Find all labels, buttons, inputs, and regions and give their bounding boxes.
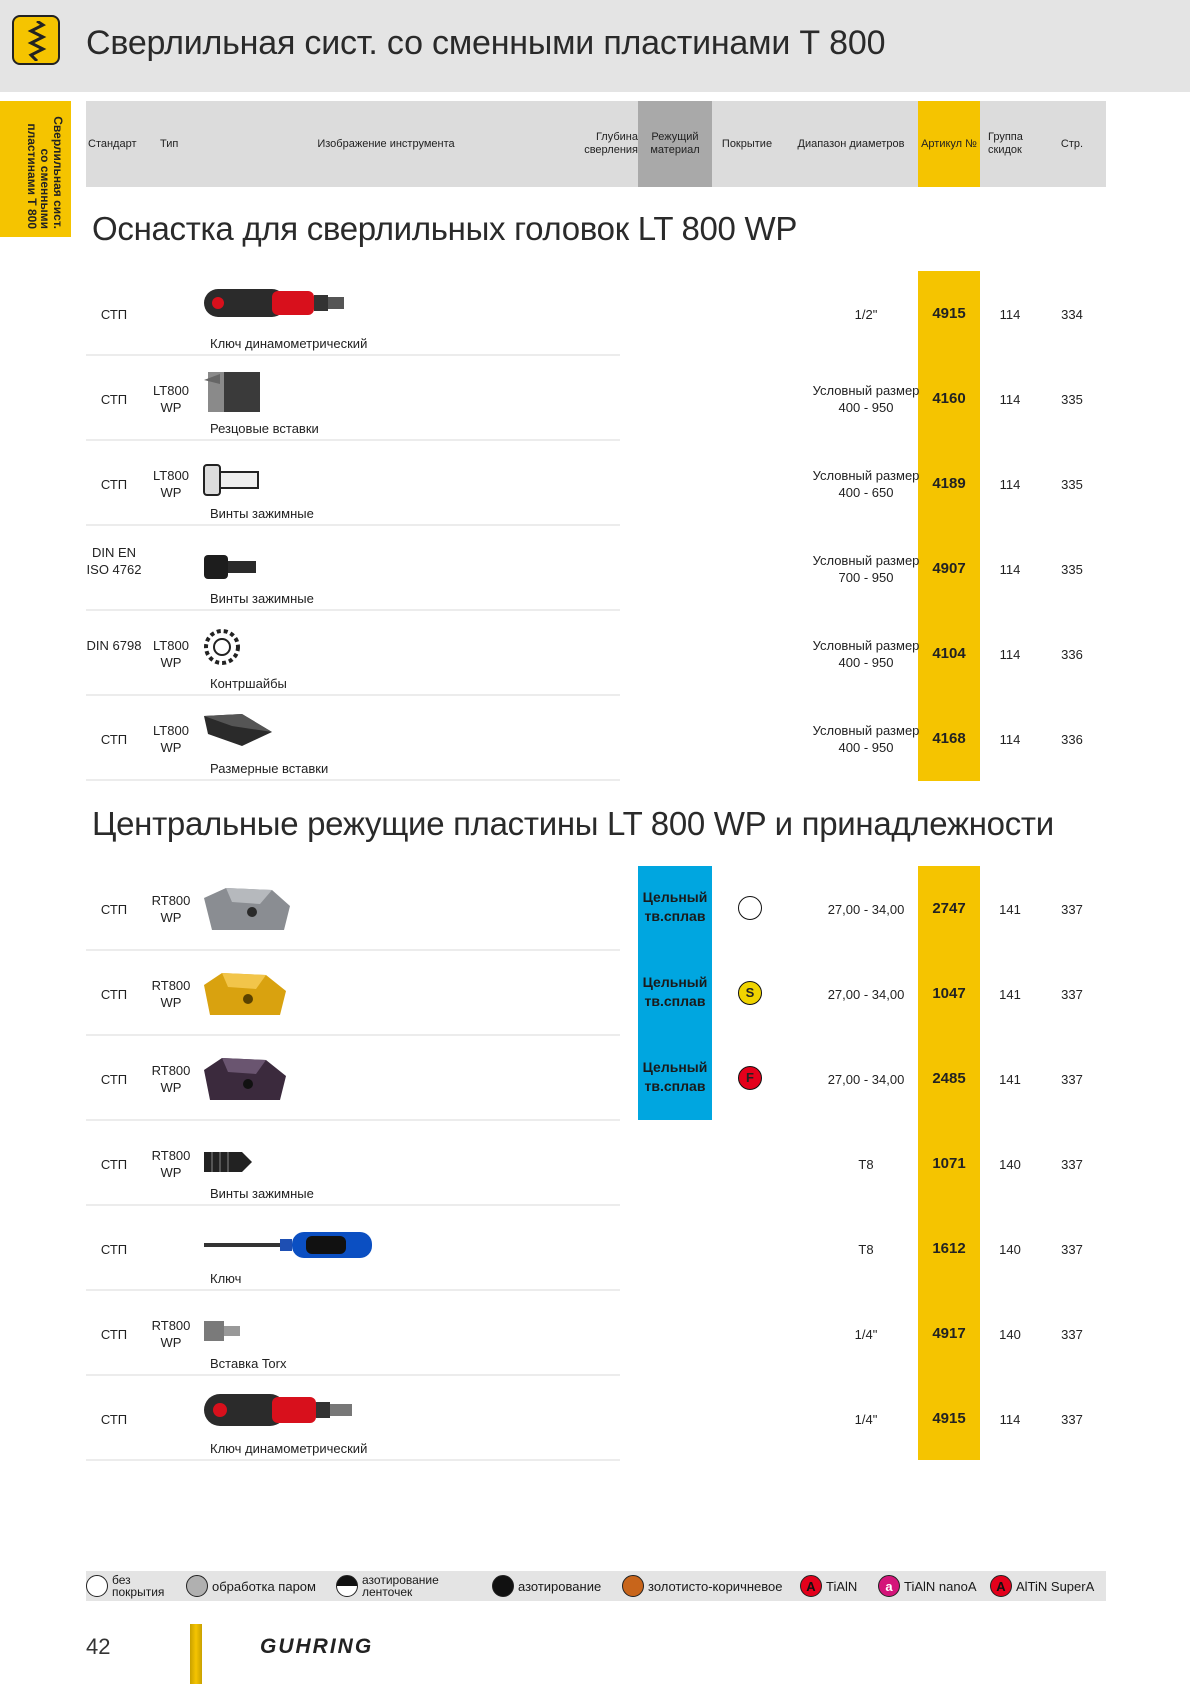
size-insert-icon [202, 712, 274, 753]
table-row [86, 1376, 1106, 1461]
page-ref: 337 [1061, 902, 1083, 917]
section-title: Оснастка для сверлильных головок LT 800 WP [92, 210, 798, 247]
table-row [86, 1206, 1106, 1291]
diameter-cell: T8 [858, 1157, 874, 1172]
table-row [86, 1291, 1106, 1376]
standard-cell: СТП [100, 1327, 128, 1342]
col-coating: Покрытие [721, 137, 773, 150]
footer-accent [190, 1624, 202, 1684]
land-nitriding-icon [336, 1575, 358, 1597]
diameter-label: Условный размер [812, 723, 920, 738]
legend-item: азотирование ленточек [336, 1571, 462, 1601]
table-row [86, 526, 1106, 611]
diameter-range: 400 - 950 [838, 740, 894, 755]
page-ref: 337 [1061, 1327, 1083, 1342]
insert-purple-icon [202, 1056, 288, 1107]
diameter-cell: T8 [858, 1242, 874, 1257]
side-tab-line: со сменными [38, 148, 52, 229]
article-number: 4189 [932, 475, 966, 492]
tool-name: Винты зажимные [210, 506, 314, 521]
type-cell: RT800 WP [151, 1148, 191, 1180]
material-cell: Цельный тв.сплав [642, 974, 708, 1009]
table-row [86, 951, 1106, 1036]
article-number: 4917 [932, 1325, 966, 1342]
tialn-nanoa-icon: a [878, 1575, 900, 1597]
diameter-range: 700 - 950 [838, 570, 894, 585]
side-tab-line: пластинами Т 800 [25, 123, 39, 229]
standard-cell: СТП [100, 1072, 128, 1087]
standard-cell: СТП [100, 1157, 128, 1172]
col-image: Изображение инструмента [317, 137, 455, 150]
table-row [86, 696, 1106, 781]
col-material: Режущий материал [638, 101, 712, 187]
diameter-label: Условный размер [812, 638, 920, 653]
diameter-cell: 1/4" [854, 1327, 878, 1342]
tool-name: Ключ динамометрический [210, 1441, 368, 1456]
article-number: 4168 [932, 730, 966, 747]
discount-group: 114 [999, 392, 1021, 407]
discount-group: 141 [999, 1072, 1021, 1087]
page-ref: 337 [1061, 1412, 1083, 1427]
article-number: 2747 [932, 900, 966, 917]
side-tab-line: Сверлильная сист. [51, 116, 65, 229]
standard-cell: DIN EN ISO 4762 [86, 545, 142, 577]
article-number: 2485 [932, 1070, 966, 1087]
diameter-cell: 1/2" [854, 307, 878, 322]
table-row [86, 441, 1106, 526]
standard-cell: СТП [100, 477, 128, 492]
article-number: 4160 [932, 390, 966, 407]
cutting-insert-icon [202, 370, 262, 419]
discount-group: 140 [999, 1242, 1021, 1257]
standard-cell: СТП [100, 307, 128, 322]
discount-group: 114 [999, 1412, 1021, 1427]
table-row [86, 611, 1106, 696]
type-cell: RT800 WP [151, 978, 191, 1010]
set-screw-icon [202, 1149, 254, 1180]
altin-supera-icon: A [990, 1575, 1012, 1597]
discount-group: 141 [999, 902, 1021, 917]
page-ref: 336 [1061, 647, 1083, 662]
diameter-label: Условный размер [812, 553, 920, 568]
type-cell: LT800 WP [153, 468, 189, 500]
col-article: Артикул № [918, 101, 980, 187]
legend-item: a TiAlN nanoA [878, 1571, 977, 1601]
clamp-screw-icon [202, 463, 262, 502]
page-ref: 336 [1061, 732, 1083, 747]
coating-s-icon: S [738, 981, 762, 1005]
tool-name: Резцовые вставки [210, 421, 319, 436]
table-row [86, 1121, 1106, 1206]
type-cell: RT800 WP [151, 1318, 191, 1350]
legend-item: обработка паром [186, 1571, 316, 1601]
page-ref: 335 [1061, 392, 1083, 407]
page-ref: 337 [1061, 1157, 1083, 1172]
discount-group: 140 [999, 1157, 1021, 1172]
standard-cell: DIN 6798 [86, 638, 142, 653]
legend-item: азотирование [492, 1571, 601, 1601]
discount-group: 114 [999, 307, 1021, 322]
screwdriver-icon [202, 1228, 378, 1267]
diameter-range: 400 - 650 [838, 485, 894, 500]
side-tab [0, 101, 71, 237]
legend-item: без покрытия [86, 1571, 172, 1601]
page-ref: 337 [1061, 1072, 1083, 1087]
tool-name: Винты зажимные [210, 1186, 314, 1201]
legend-item: A AlTiN SuperA [990, 1571, 1094, 1601]
diameter-label: Условный размер [812, 383, 920, 398]
diameter-range: 400 - 950 [838, 400, 894, 415]
socket-screw-icon [202, 554, 258, 585]
coating-none-icon [738, 896, 762, 920]
standard-cell: СТП [100, 1242, 128, 1257]
page-ref: 334 [1061, 307, 1083, 322]
page-ref: 335 [1061, 562, 1083, 577]
page-ref: 335 [1061, 477, 1083, 492]
coating-f-icon: F [738, 1066, 762, 1090]
row-divider [86, 779, 620, 781]
discount-group: 141 [999, 987, 1021, 1002]
col-page: Стр. [1060, 137, 1084, 150]
page-ref: 337 [1061, 1242, 1083, 1257]
article-number: 1047 [932, 985, 966, 1002]
diameter-cell: 27,00 - 34,00 [827, 1072, 905, 1087]
col-type: Тип [160, 137, 179, 150]
torx-bit-icon [202, 1317, 242, 1350]
type-cell: RT800 WP [151, 893, 191, 925]
col-standard: Стандарт [88, 137, 137, 150]
page-ref: 337 [1061, 987, 1083, 1002]
gold-brown-icon [622, 1575, 644, 1597]
article-number: 1071 [932, 1155, 966, 1172]
table-row [86, 866, 1106, 951]
insert-gold-icon [202, 971, 288, 1022]
article-number: 1612 [932, 1240, 966, 1257]
torque-wrench-icon [202, 1390, 358, 1435]
diameter-label: Условный размер [812, 468, 920, 483]
type-cell: LT800 WP [153, 383, 189, 415]
material-cell: Цельный тв.сплав [642, 889, 708, 924]
discount-group: 114 [999, 562, 1021, 577]
col-discount: Группа скидок [988, 131, 1023, 156]
nitriding-icon [492, 1575, 514, 1597]
table-row [86, 356, 1106, 441]
tool-name: Контршайбы [210, 676, 287, 691]
type-cell: LT800 WP [153, 638, 189, 670]
tool-name: Размерные вставки [210, 761, 329, 776]
insert-grey-icon [202, 886, 294, 937]
tool-name: Ключ динамометрический [210, 336, 368, 351]
legend-item: золотисто-коричневое [622, 1571, 782, 1601]
discount-group: 140 [999, 1327, 1021, 1342]
lock-washer-icon [202, 627, 242, 672]
article-number: 4915 [932, 305, 966, 322]
col-diameter: Диапазон диаметров [797, 137, 905, 150]
article-number: 4907 [932, 560, 966, 577]
discount-group: 114 [999, 647, 1021, 662]
col-depth: Глубина сверления [584, 131, 638, 156]
steam-treatment-icon [186, 1575, 208, 1597]
page-title: Сверлильная сист. со сменными пластинами Т 800 [86, 24, 886, 62]
diameter-range: 400 - 950 [838, 655, 894, 670]
tool-name: Ключ [210, 1271, 242, 1286]
standard-cell: СТП [100, 392, 128, 407]
brand-logo: GUHRING [260, 1635, 374, 1658]
article-number: 4915 [932, 1410, 966, 1427]
article-number: 4104 [932, 645, 966, 662]
type-cell: LT800 WP [153, 723, 189, 755]
standard-cell: СТП [100, 1412, 128, 1427]
material-cell: Цельный тв.сплав [642, 1059, 708, 1094]
coating-legend [86, 1571, 1106, 1601]
diameter-cell: 27,00 - 34,00 [827, 902, 905, 917]
torque-wrench-icon [202, 285, 358, 326]
discount-group: 114 [999, 732, 1021, 747]
standard-cell: СТП [100, 902, 128, 917]
page-number: 42 [86, 1634, 111, 1659]
tialn-icon: A [800, 1575, 822, 1597]
discount-group: 114 [999, 477, 1021, 492]
page-header [0, 0, 1190, 92]
table-header [86, 101, 1106, 187]
drill-icon [12, 15, 60, 65]
table-row [86, 1036, 1106, 1121]
uncoated-icon [86, 1575, 108, 1597]
section-title: Центральные режущие пластины LT 800 WP и принадлежности [92, 805, 1054, 842]
diameter-cell: 1/4" [854, 1412, 878, 1427]
tool-name: Вставка Torx [210, 1356, 287, 1371]
tool-name: Винты зажимные [210, 591, 314, 606]
table-row [86, 271, 1106, 356]
standard-cell: СТП [100, 987, 128, 1002]
standard-cell: СТП [100, 732, 128, 747]
diameter-cell: 27,00 - 34,00 [827, 987, 905, 1002]
legend-item: A TiAlN [800, 1571, 857, 1601]
row-divider [86, 1459, 620, 1461]
type-cell: RT800 WP [151, 1063, 191, 1095]
